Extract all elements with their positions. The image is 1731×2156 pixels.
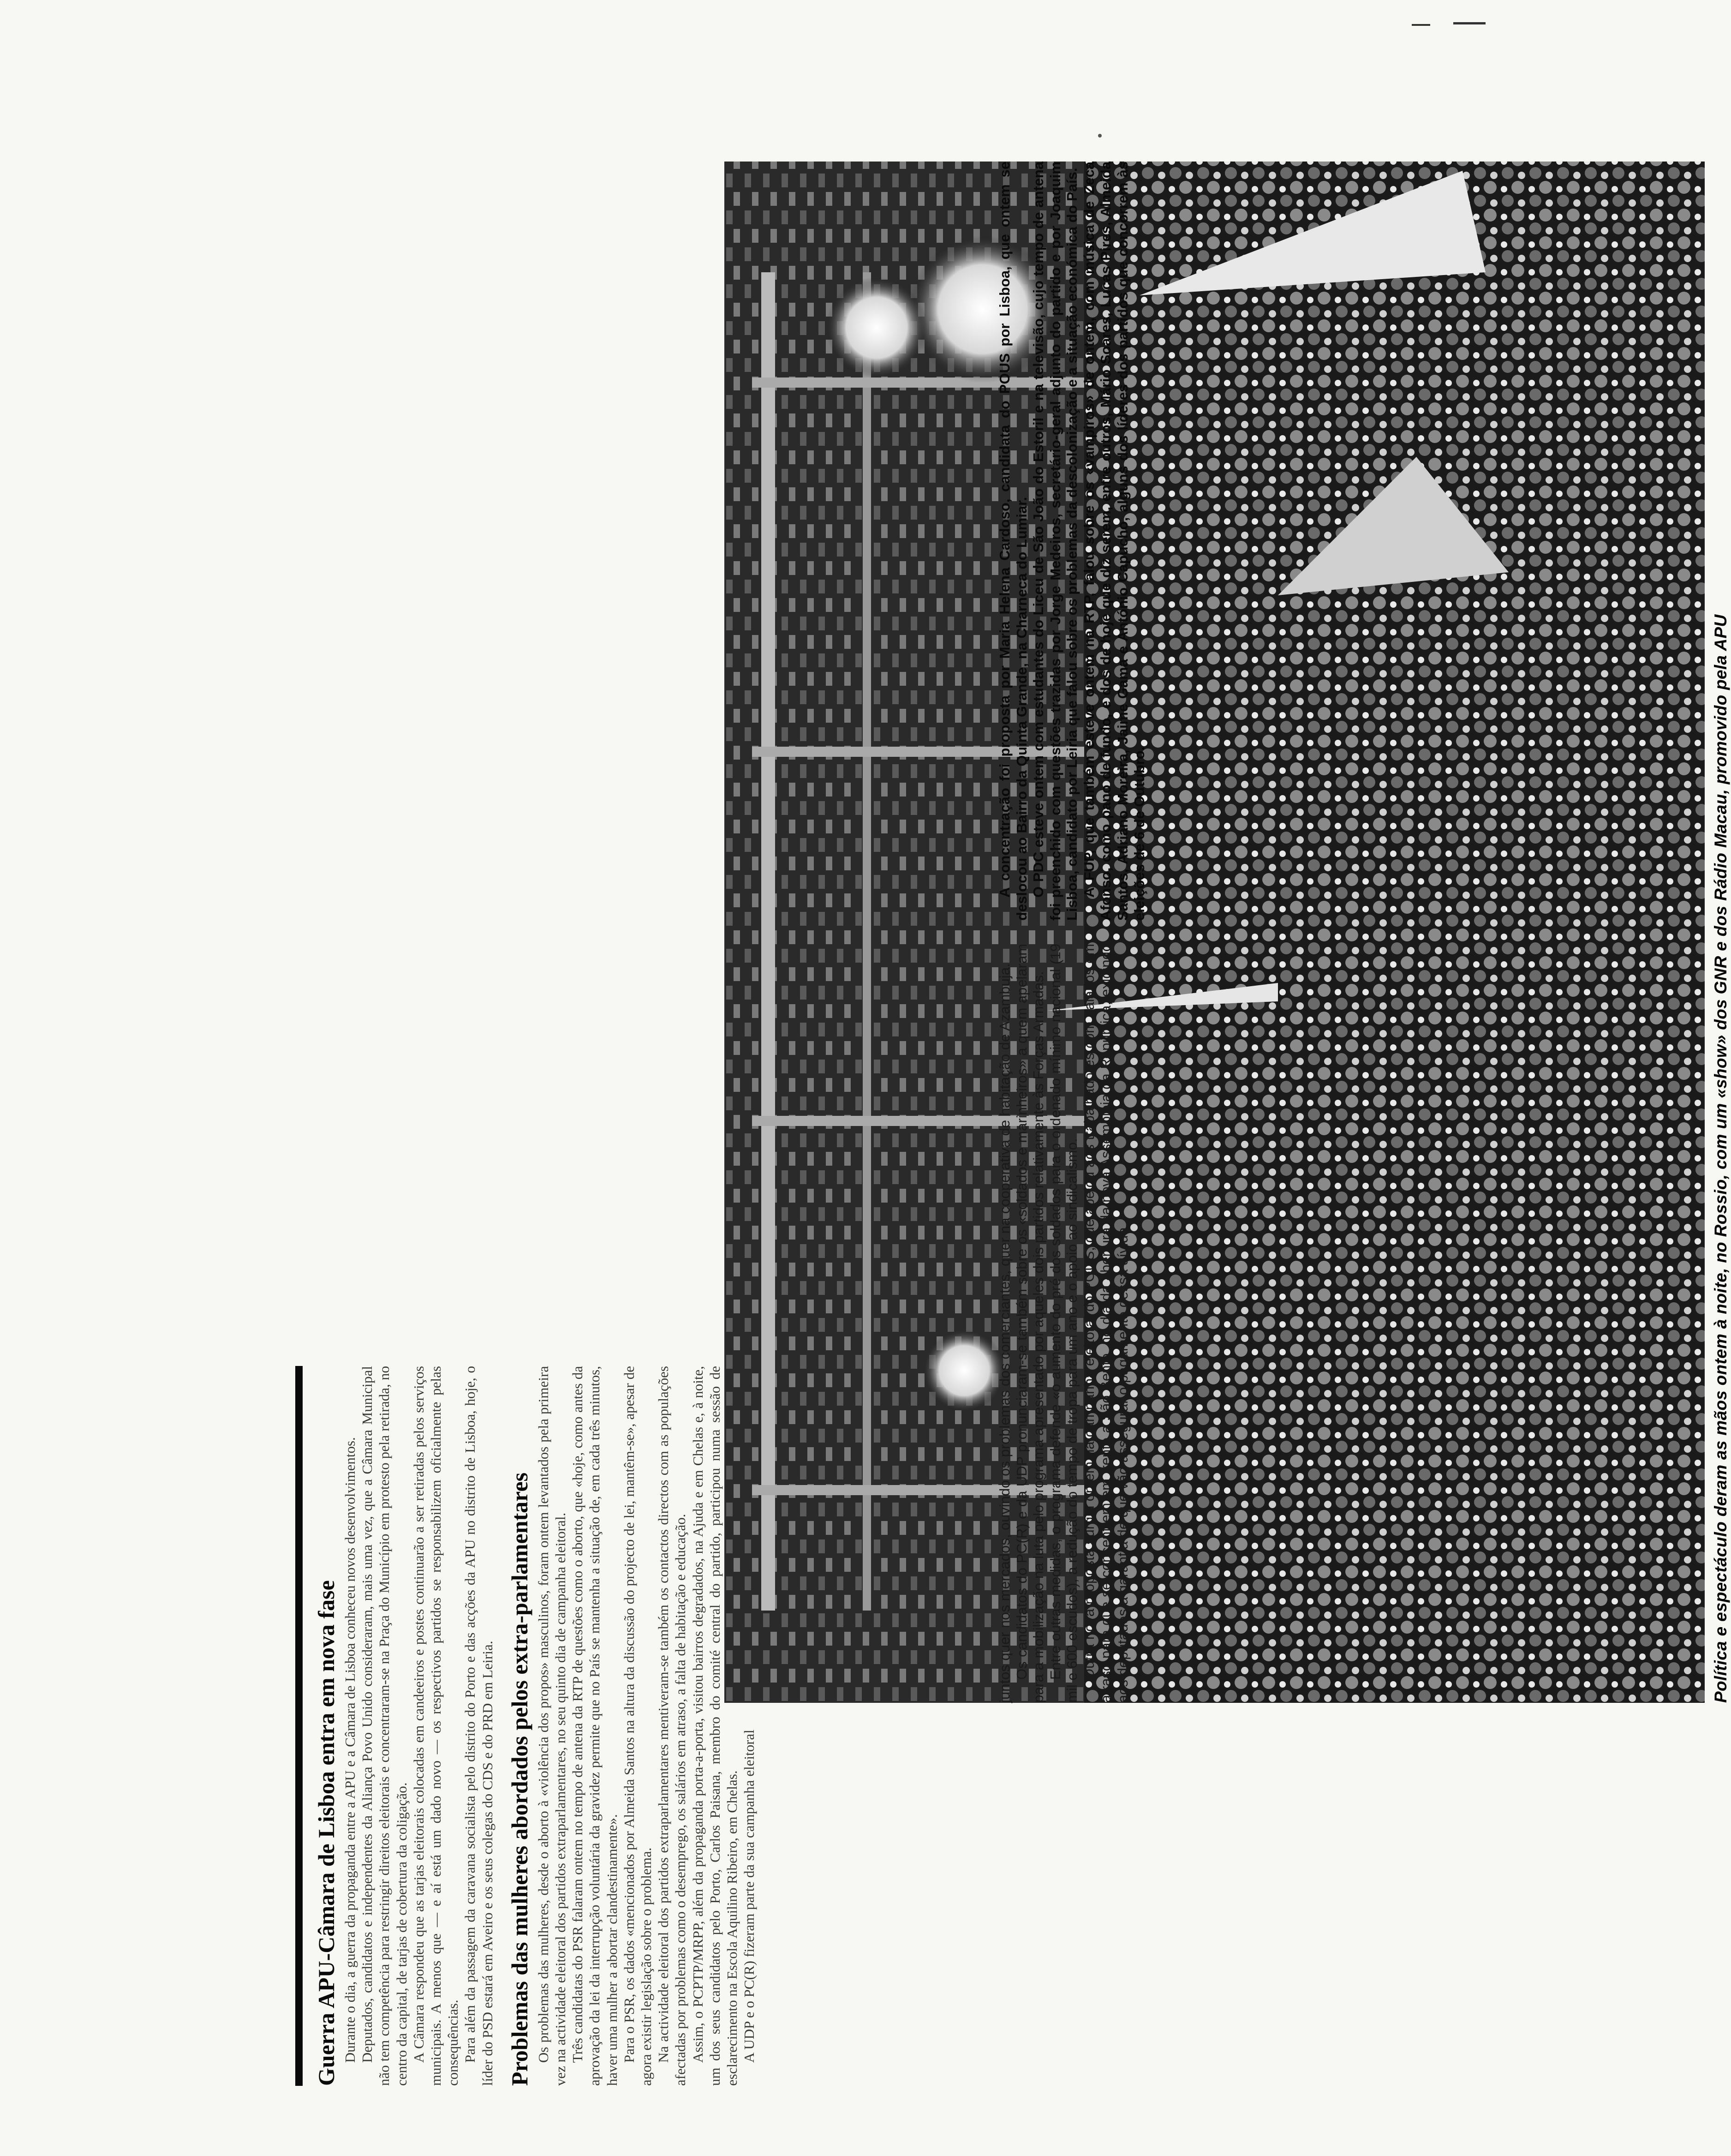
paragraph: Outra nova proposta surgiu ontem na campanha eleitoral do POUS, que apelou aos trabalhadores com salários em atraso para que se concentrem em frente a São Bento, no dia da abertura da nova Assembleia da República, exigindo aos deputados a garantia de que vão assegurar o pagamento dessa dívida. [1080,944,1131,1703]
paragraph: Assim, o PCPTP/MRPP, além da propaganda porta-a-porta, visitou bairros degradados, na Ajuda e em Chelas e, à noite, um dos seus candidatos pelo Porto, Carlos Paisana, membro do comité central do partido, participou numa sessão de esclarecimento na Escola Aquilino Ribeiro, em Chelas. [689,1366,740,2086]
scan-mark [1453,22,1486,24]
paragraph: A concentração foi proposta por Maria Helena Cardoso, candidata do POUS por Lisboa, que ontem se deslocou ao Bairro da Quinta Grande, na Charneca do Lumiar. [997,162,1030,921]
article-right-col-1 [997,944,1148,1703]
paragraph: Os candidatos do PC(R) e da UDP pronunciaram-se também sobre os «soldados e marinheiros» a quem apelaram para a mobilização na luta pelo programa apresentado por aqueles dois partidos relativamente às Forças Armadas. [1013,944,1046,1703]
photo-caption: Política e espectáculo deram as mãos ontem à noite, no Rossio, com um «show» dos GNR e dos Rádio Macau, promovido pela APU [1711,614,1730,1703]
paragraph: Durante o dia, a guerra da propaganda entre a APU e a Câmara de Lisboa conheceu novos desenvolvimentos. [342,1437,358,2063]
scan-mark [1412,24,1430,26]
paragraph: Deputados, candidatos e independentes da Aliança Povo Unido consideraram, mais uma vez, que a Câmara Municipal não tem competência para restringir direitos eleitorais e concentraram-se na Praça do Município em protesto pela retirada, no centro da capital, de tarjas de cobertura da coligação. [359,1366,410,2086]
paragraph: Três candidatas do PSR falaram ontem no tempo de antena da RTP de questões como o aborto, que «hoje, como antes da aprovação da lei da interrupção voluntária da gravidez permite que no País se mantenha a situação de, em cada três minutos, haver uma mulher a abortar clandestinamente». [569,1366,620,2086]
headline-problemas-mulheres: Problemas das mulheres abordados pelos extra-parlamentares [506,1472,532,2086]
paragraph: Para o PSR, os dados «mencionados por Almeida Santos na altura da discussão do projecto de lei, mantêm-se», apesar de agora existir legislação sobre o problema. [621,1366,655,2086]
article-left-body [341,1366,496,2086]
article-right [997,162,1319,1703]
paragraph: Na actividade eleitoral dos partidos extraparlamentares mentiveram-se também os contactos directos com as populações afectadas por problemas como o desemprego, os salários em atraso, a falta de habitação e educação. [655,1366,689,2086]
headline-guerra-apu: Guerra APU-Câmara de Lisboa entra em nova fase [313,1580,339,2086]
article-top-rule [295,1366,303,2086]
paragraph: juntos quer nos mercados, ouvindo os problemas dos comerciantes, quer na cooperativa de habitação de Azambuja. [997,963,1013,1703]
paragraph: A Câmara respondeu que as tarjas eleitorais colocadas em candeeiros e postes continuarão a ser retiradas pelos serviços municipais. A menos que — e aí está um dado novo — os respectivos partidos se responsabilizem oficialmente pelas consequências. [410,1366,461,2086]
paragraph: A UDP e o PC(R) fizeram parte da sua campanha eleitoral [741,1730,758,2063]
scan-speck [1098,134,1102,138]
paragraph: Entre outras medidas, o programa defende «o aumento do pré dos soldados para o ordenado mínimo nacional (19 mil e 600 escudos), a redução do tempo de tropa para um ano e o apoio ao sindicalismo. [1047,944,1080,1703]
paragraph: Para além da passagem da caravana socialista pelo distrito do Porto e das acções da APU no distrito de Lisboa, hoje, o líder do PSD estará em Aveiro e os seus colegas do CDS e do PRD em Leiria. [462,1366,495,2086]
paragraph: O PDC esteve ontem com estudantes do Liceu de São João do Estoril e na televisão, cujo tempo de antena foi preenchido com questões trazidas por Jorge Medeiros, secretário-geral adjunto do partido e por Joaquim Lisboa, candidato por Leiria que falou sobre os problemas da descolonização e a situação económica do País. [1030,162,1080,921]
article-right-col-2 [997,162,1148,921]
article-right-columns [997,162,1148,1703]
paragraph: Os problemas das mulheres, desde o aborto à «violência dos propos» masculinos, foram ontem levantados pela primeira vez na actividade eleitoral dos partidos extraparlamentares, no seu quinto dia de campanha eleitoral. [535,1366,569,2086]
paragraph: A FUP, que também esteve ontem na RTP, falou sobre os «vampiros» de ontem, com música de Zeca Afonso, como pano de fundo, e dos de hoje que diz serem, entre outros, Mário Soares, Lucas Pires, Almeida Santos, Adriano Moreira, Jaime Gama e António Capucho, alguns dos líderes dos partidos que concorrem às eleições de 6 de Outubro. [1080,162,1147,921]
